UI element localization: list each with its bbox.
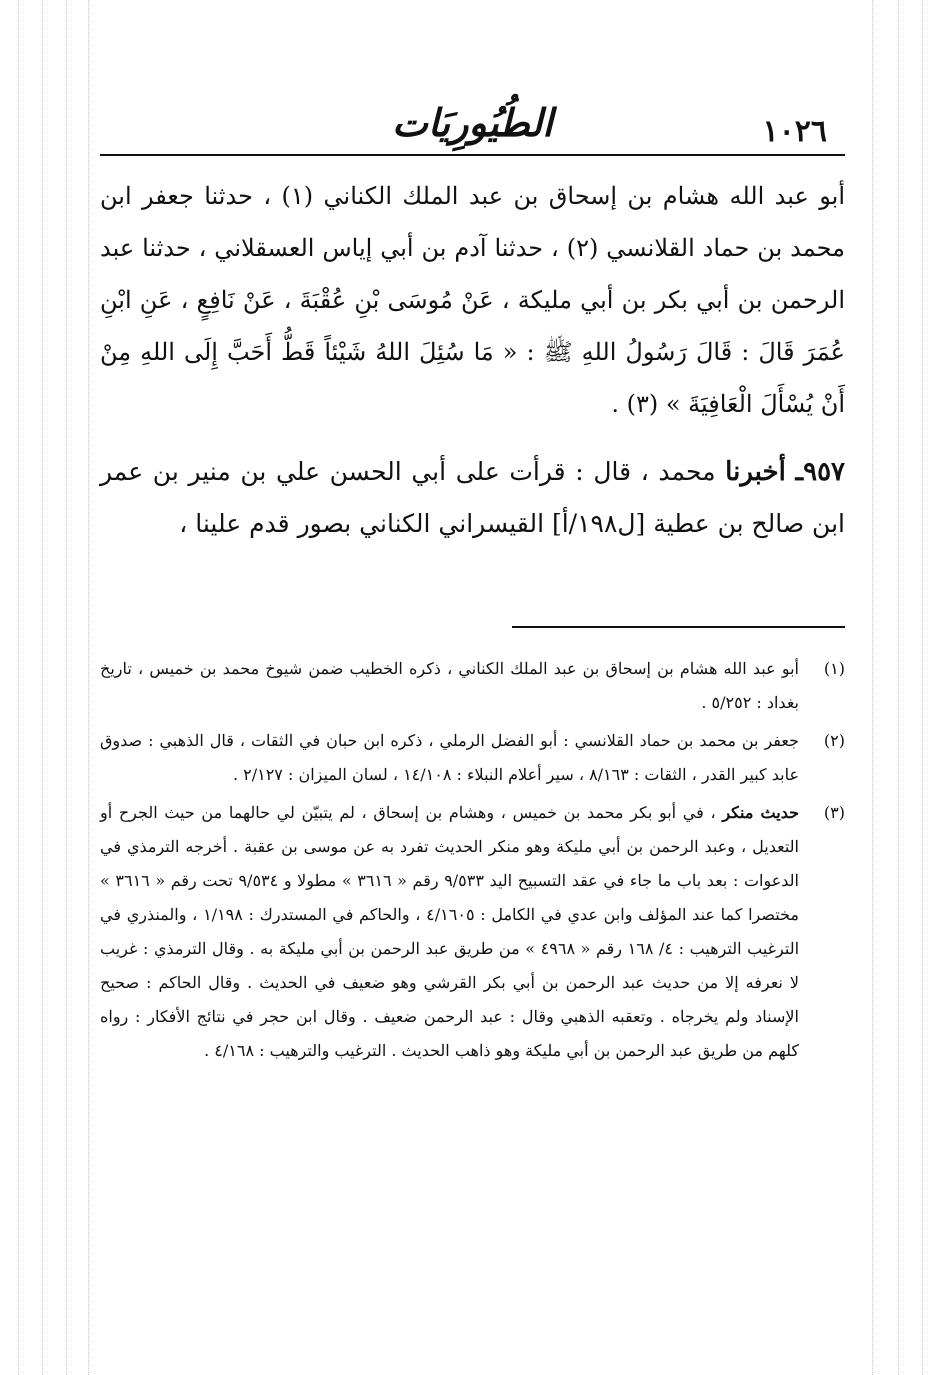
scan-dot-column [922, 0, 923, 1375]
footnote [100, 796, 845, 1068]
page-header [100, 96, 845, 156]
footnote-text: ، في أبو بكر محمد بن خميس ، وهشام بن إسحاق ، لم يتبيّن لي حالهما من حيث الجرح أو التعديل ، وعبد الرحمن بن أبي مليكة وهو منكر الحديث تفرد به عن موسى بن عقبة . أخرجه الترمذي في الدعوات : بعد باب ما جاء في عقد التسبيح اليد ٩/٥٣٣ رقم « ٣٦١٦ » مطولا و ٩/٥٣٤ تحت رقم « ٣٦١٦ » مختصرا كما عند المؤلف وابن عدي في الكامل : ٤/١٦٠٥ ، والحاكم في المستدرك : ١/١٩٨ ، والمنذري في الترغيب الترهيب : ٤/ ١٦٨ رقم « ٤٩٦٨ » من طريق عبد الرحمن بن أبي مليكة به . وقال الترمذي : غريب لا نعرفه إلا من حديث عبد الرحمن بن أبي بكر القرشي وهو ضعيف في الحديث . وقال الحاكم : صحيح الإسناد ولم يخرجاه . وتعقبه الذهبي وقال : عبد الرحمن ضعيف . وقال ابن حجر في نتائج الأفكار : رواه كلهم من طريق عبد الرحمن بن أبي مليكة وهو ذاهب الحديث . الترغيب والترهيب : ٤/١٦٨ . [100, 803, 800, 1060]
main-paragraph: أبو عبد الله هشام بن إسحاق بن عبد الملك الكناني (١) ، حدثنا جعفر ابن محمد بن حماد القلانسي (٢) ، حدثنا آدم بن أبي إياس العسقلاني ، حدثنا عبد الرحمن بن أبي بكر بن أبي مليكة ، عَنْ مُوسَى بْنِ عُقْبَةَ ، عَنْ نَافِعٍ ، عَنِ ابْنِ عُمَرَ قَالَ : قَالَ رَسُولُ اللهِ ﷺ : « مَا سُئِلَ اللهُ شَيْئاً قَطُّ أَحَبَّ إِلَى اللهِ مِنْ أَنْ يُسْأَلَ الْعَافِيَةَ » (٣) . [100, 182, 845, 418]
footnote [100, 652, 845, 720]
footnote-text: جعفر بن محمد بن حماد القلانسي : أبو الفضل الرملي ، ذكره ابن حبان في الثقات ، قال الذهبي : صدوق عابد كبير القدر ، الثقات : ٨/١٦٣ ، سير أعلام النبلاء : ١٤/١٠٨ ، لسان الميزان : ٢/١٢٧ . [100, 731, 800, 784]
footnote-divider [512, 626, 845, 628]
scan-dot-column [42, 0, 43, 1375]
hadith-lead-word: أخبرنا [725, 457, 786, 487]
scan-dot-column [66, 0, 67, 1375]
footnote-marker: (١) [823, 659, 845, 678]
scan-dot-column [872, 0, 873, 1375]
hadith-text: محمد ، قال : قرأت على أبي الحسن علي بن منير بن عمر ابن صالح بن عطية [ل١٩٨/أ] القيسراني الكناني بصور قدم علينا ، [100, 457, 845, 538]
hadith-paragraph [100, 446, 845, 550]
scan-dot-column [88, 0, 89, 1375]
main-text [100, 170, 845, 550]
footnote-lead: حديث منكر [722, 803, 800, 822]
footnote-text: أبو عبد الله هشام بن إسحاق بن عبد الملك الكناني ، ذكره الخطيب ضمن شيوخ محمد بن خميس ، تاريخ بغداد : ٥/٢٥٢ . [100, 659, 799, 712]
footnote-marker: (٢) [823, 731, 845, 750]
book-title: الطُيُورِيَات [392, 100, 553, 145]
scan-dot-column [18, 0, 19, 1375]
footnotes [100, 652, 845, 1072]
footnote-marker: (٣) [823, 803, 845, 822]
footnote [100, 724, 845, 792]
hadith-number: ٩٥٧ـ [795, 457, 846, 487]
scan-dot-column [898, 0, 899, 1375]
page-number: ١٠٢٦ [762, 114, 827, 149]
